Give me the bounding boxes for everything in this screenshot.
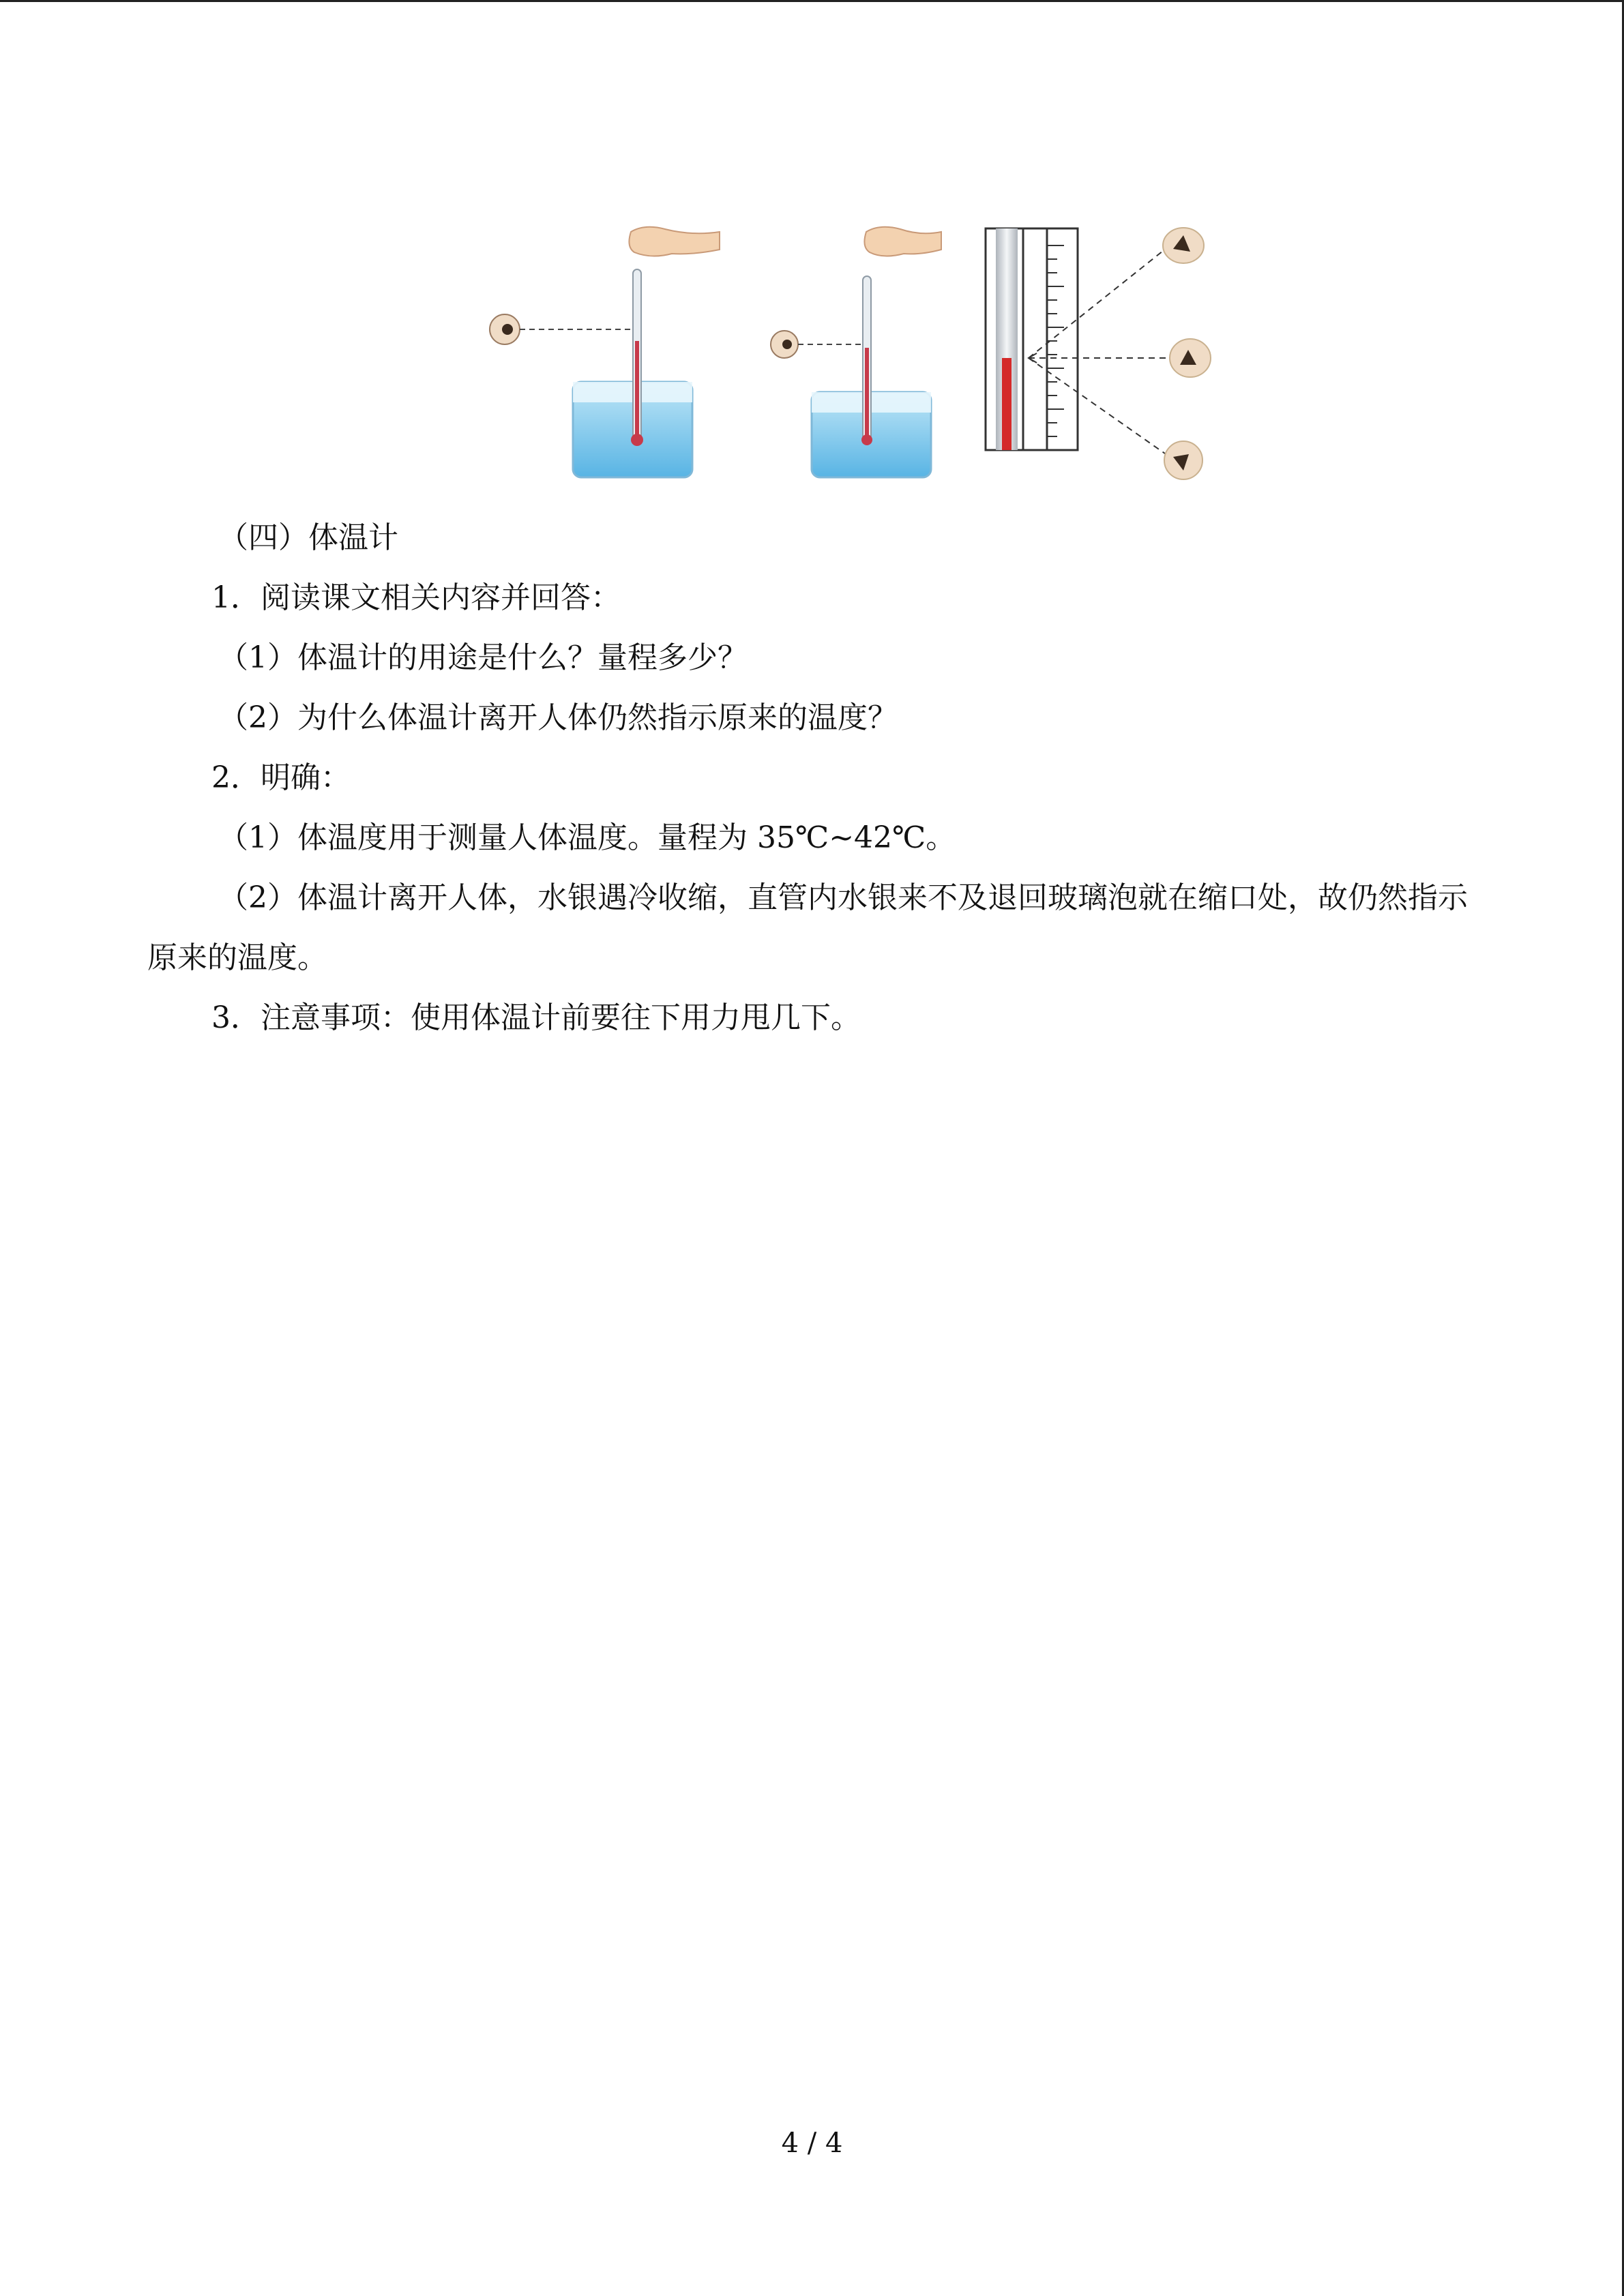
eye-icon [1170, 339, 1211, 377]
answer-2: （2）体温计离开人体，水银遇冷收缩，直管内水银来不及退回玻璃泡就在缩口处，故仍然指示原来的温度。 [147, 880, 1468, 975]
right-scale-closeup [986, 228, 1211, 479]
item-3: 3．注意事项：使用体温计前要往下用力甩几下。 [211, 1000, 861, 1035]
middle-setup [771, 227, 941, 477]
section-heading: （四）体温计 [218, 520, 398, 555]
hand-icon [629, 227, 720, 256]
item-2: 2．明确： [211, 760, 351, 795]
question-2: （2）为什么体温计离开人体仍然指示原来的温度？ [218, 700, 898, 735]
question-1: （1）体温计的用途是什么？量程多少？ [218, 640, 748, 675]
hand-icon [864, 227, 941, 256]
eye-icon [1164, 441, 1202, 479]
item-1: 1．阅读课文相关内容并回答： [211, 580, 621, 615]
thermometer-reading-figure [477, 218, 1228, 491]
left-setup [490, 227, 720, 477]
eye-icon [1163, 228, 1204, 263]
top-border [0, 0, 1624, 2]
page-number: 4 / 4 [781, 2128, 843, 2159]
answer-1: （1）体温度用于测量人体温度。量程为 35℃~42℃。 [218, 820, 956, 855]
